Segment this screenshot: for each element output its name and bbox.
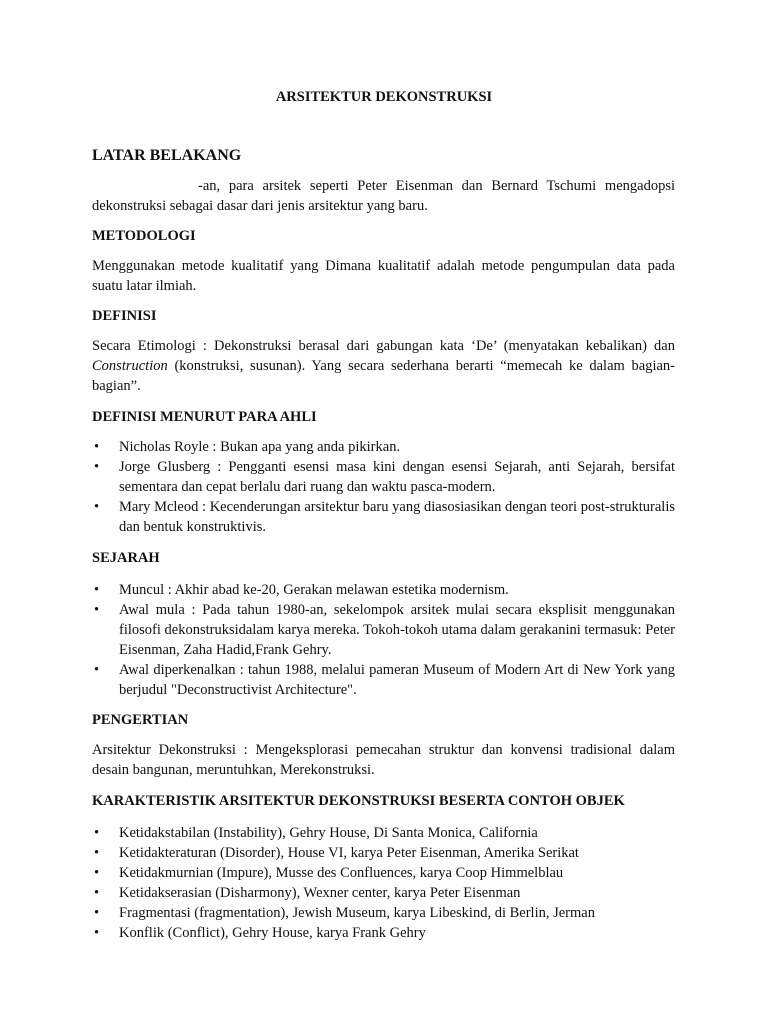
list-item-text: Ketidakteraturan (Disorder), House VI, karya Peter Eisenman, Amerika Serikat: [119, 845, 579, 861]
bullet-icon: •: [94, 439, 100, 455]
list-item: [92, 580, 675, 600]
list-item-text: Jorge Glusberg : Pengganti esensi masa kini dengan esensi Sejarah, anti Sejarah, bersifat sementara dan cepat berlalu dari ruang dan waktu pasca-modern.: [119, 459, 675, 495]
list-item-text: Ketidakstabilan (Instability), Gehry House, Di Santa Monica, California: [119, 825, 538, 841]
list-item: [92, 497, 675, 537]
document-body: [92, 146, 675, 943]
bullet-icon: •: [94, 662, 100, 678]
bullet-icon: •: [94, 459, 100, 475]
latar-belakang-paragraph: [92, 176, 675, 216]
definisi-text-start: Secara Etimologi : Dekonstruksi berasal dari gabungan kata ‘De’ (menyatakan kebalikan) dan: [92, 338, 675, 354]
heading-definisi: DEFINISI: [92, 308, 157, 324]
definisi-italic-term: Construction: [92, 358, 168, 374]
list-item-text: Ketidakmurnian (Impure), Musse des Confluences, karya Coop Himmelblau: [119, 865, 564, 881]
bullet-icon: •: [94, 925, 100, 941]
pengertian-paragraph: Arsitektur Dekonstruksi : Mengeksplorasi pemecahan struktur dan konvensi tradisional dalam desain bangunan, meruntuhkan, Merekonstruksi.: [92, 742, 675, 778]
bullet-icon: •: [94, 845, 100, 861]
definisi-paragraph: [92, 336, 675, 396]
bullet-icon: •: [94, 885, 100, 901]
definisi-text-end: (konstruksi, susunan). Yang secara sederhana berarti “memecah ke dalam bagian-bagian”.: [92, 358, 675, 394]
karakteristik-list: [92, 823, 675, 943]
list-item-text: Fragmentasi (fragmentation), Jewish Museum, karya Libeskind, di Berlin, Jerman: [119, 905, 595, 921]
bullet-icon: •: [94, 602, 100, 618]
list-item: [92, 923, 675, 943]
list-item-text: Muncul : Akhir abad ke-20, Gerakan melawan estetika modernism.: [119, 582, 509, 598]
bullet-icon: •: [94, 499, 100, 515]
metodologi-paragraph: Menggunakan metode kualitatif yang Dimana kualitatif adalah metode pengumpulan data pada suatu latar ilmiah.: [92, 258, 675, 294]
list-item: [92, 600, 675, 660]
heading-latar-belakang: LATAR BELAKANG: [92, 147, 242, 164]
definisi-ahli-list: [92, 437, 675, 537]
latar-belakang-text: -an, para arsitek seperti Peter Eisenman dan Bernard Tschumi mengadopsi dekonstruksi sebagai dasar dari jenis arsitektur yang baru.: [92, 178, 675, 214]
sejarah-list: [92, 580, 675, 700]
list-item: [92, 903, 675, 923]
heading-pengertian: PENGERTIAN: [92, 712, 189, 728]
list-item: [92, 863, 675, 883]
list-item: [92, 457, 675, 497]
list-item: [92, 843, 675, 863]
list-item: [92, 883, 675, 903]
document-title: ARSITEKTUR DEKONSTRUKSI: [275, 89, 493, 105]
list-item: [92, 437, 675, 457]
list-item-text: Awal diperkenalkan : tahun 1988, melalui pameran Museum of Modern Art di New York yang berjudul "Deconstructivist Architecture".: [119, 662, 675, 698]
list-item-text: Nicholas Royle : Bukan apa yang anda pikirkan.: [119, 439, 401, 455]
list-item: [92, 660, 675, 700]
heading-karakteristik: KARAKTERISTIK ARSITEKTUR DEKONSTRUKSI BESERTA CONTOH OBJEK: [92, 793, 625, 809]
heading-definisi-ahli: DEFINISI MENURUT PARA AHLI: [92, 409, 317, 425]
bullet-icon: •: [94, 865, 100, 881]
bullet-icon: •: [94, 582, 100, 598]
bullet-icon: •: [94, 825, 100, 841]
heading-sejarah: SEJARAH: [92, 550, 160, 566]
list-item-text: Awal mula : Pada tahun 1980-an, sekelompok arsitek mulai secara eksplisit menggunakan filosofi dekonstruksidalam karya mereka. Tokoh-tokoh utama dalam gerakanini termasuk: Peter Eisenman, Zaha Hadid,Frank Gehry.: [119, 602, 675, 658]
heading-metodologi: METODOLOGI: [92, 228, 196, 244]
list-item-text: Mary Mcleod : Kecenderungan arsitektur baru yang diasosiasikan dengan teori post-strukturalis dan bentuk konstruktivis.: [119, 499, 675, 535]
list-item: [92, 823, 675, 843]
list-item-text: Konflik (Conflict), Gehry House, karya Frank Gehry: [119, 925, 426, 941]
bullet-icon: •: [94, 905, 100, 921]
list-item-text: Ketidakserasian (Disharmony), Wexner center, karya Peter Eisenman: [119, 885, 521, 901]
